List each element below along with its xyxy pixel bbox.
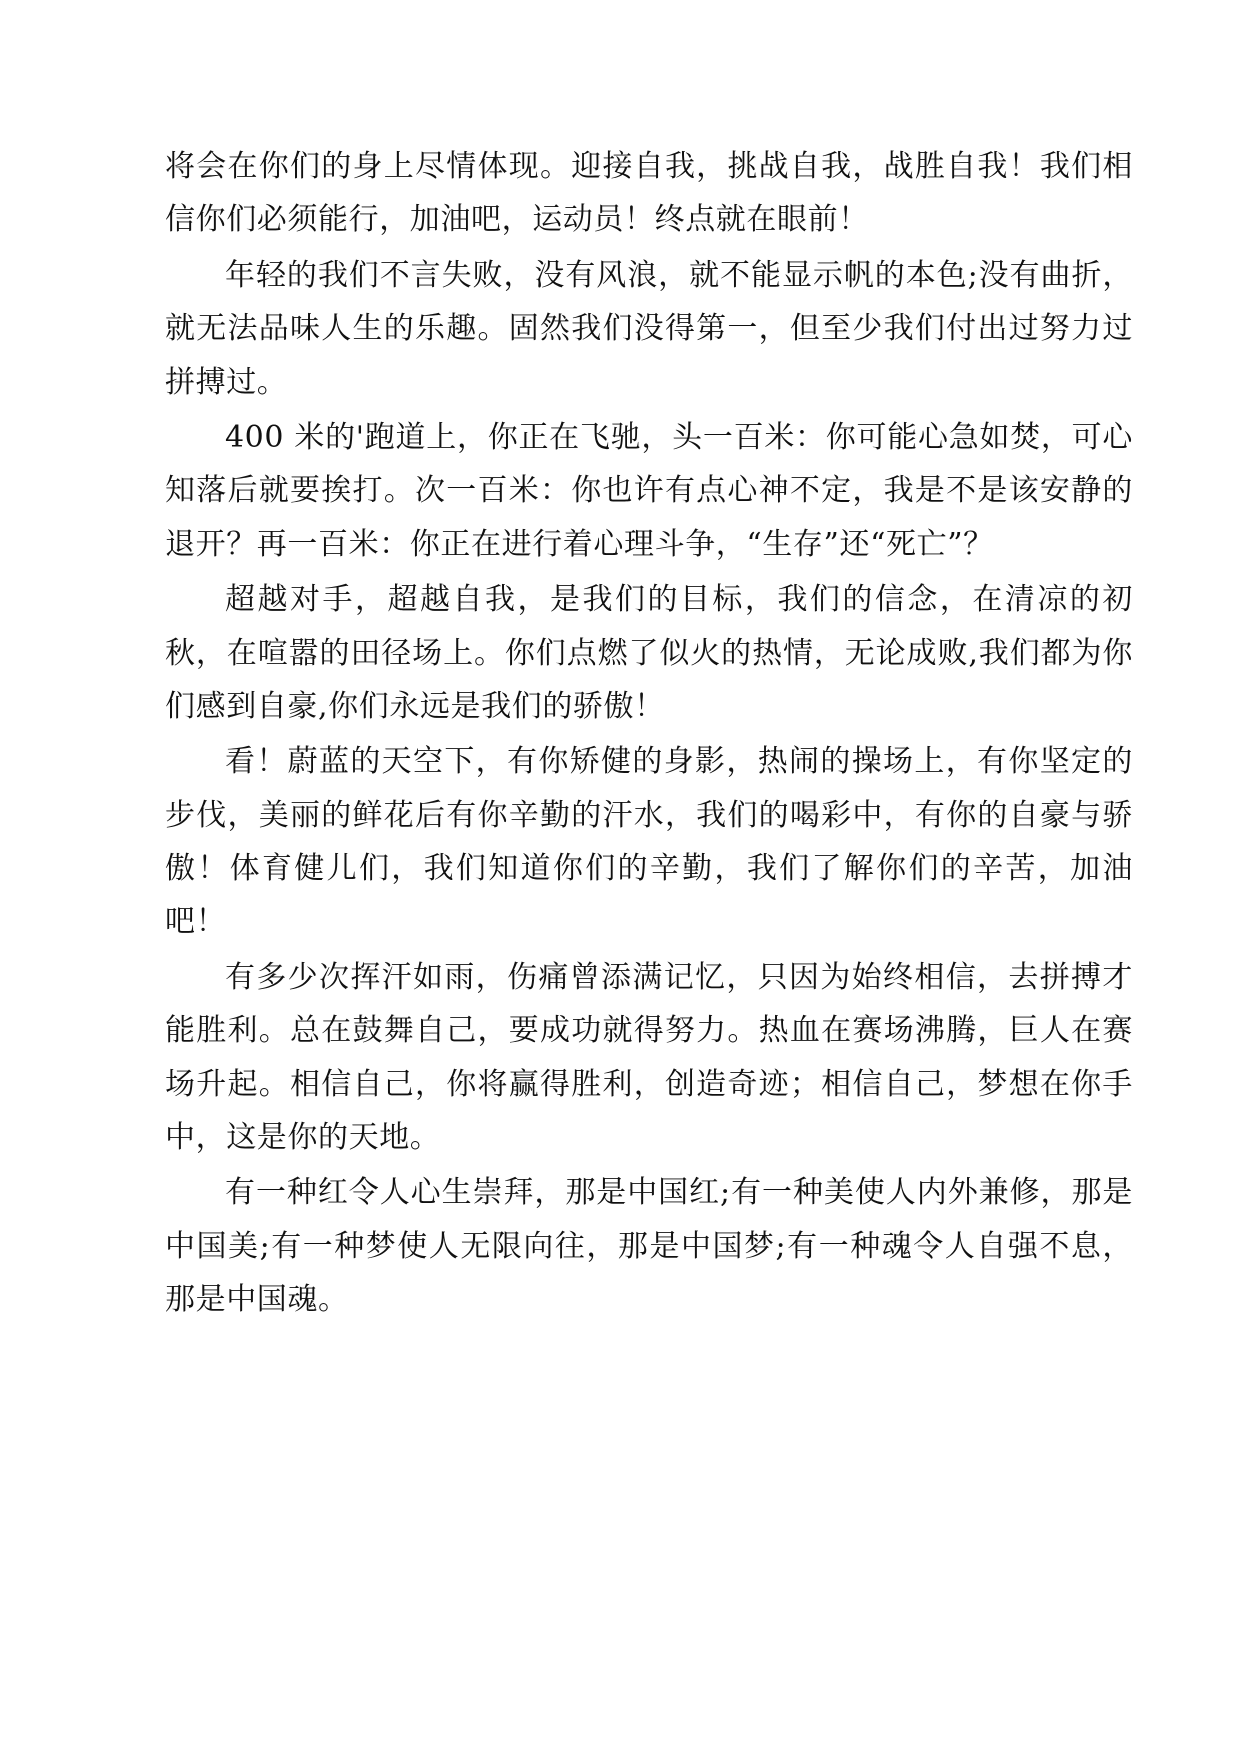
paragraph: 有一种红令人心生崇拜，那是中国红;有一种美使人内外兼修，那是中国美;有一种梦使人无限向往，那是中国梦;有一种魂令人自强不息，那是中国魂。 [165,1175,1133,1318]
paragraph: 年轻的我们不言失败，没有风浪，就不能显示帆的本色;没有曲折，就无法品味人生的乐趣。固然我们没得第一，但至少我们付出过努力过拼搏过。 [165,257,1133,400]
paragraph: 超越对手，超越自我，是我们的目标，我们的信念，在清凉的初秋，在喧嚣的田径场上。你们点燃了似火的热情，无论成败,我们都为你们感到自豪,你们永远是我们的骄傲！ [165,582,1133,724]
paragraph: 有多少次挥汗如雨，伤痛曾添满记忆，只因为始终相信，去拼搏才能胜利。总在鼓舞自己，要成功就得努力。热血在赛场沸腾，巨人在赛场升起。相信自己，你将赢得胜利，创造奇迹；相信自己，梦想在你手中，这是你的天地。 [165,959,1133,1156]
paragraph: 看！蔚蓝的天空下，有你矫健的身影，热闹的操场上，有你坚定的步伐，美丽的鲜花后有你辛勤的汗水，我们的喝彩中，有你的自豪与骄傲！体育健儿们，我们知道你们的辛勤，我们了解你们的辛苦，加油吧！ [165,744,1133,940]
paragraph: 将会在你们的身上尽情体现。迎接自我，挑战自我，战胜自我！我们相信你们必须能行，加油吧，运动员！终点就在眼前！ [165,149,1133,238]
document-body [165,140,1133,1327]
paragraph: 400 米的'跑道上，你正在飞驰，头一百米：你可能心急如焚，可心知落后就要挨打。次一百米：你也许有点心神不定，我是不是该安静的退开？再一百米：你正在进行着心理斗争，“生存”还“死亡”？ [165,419,1133,562]
